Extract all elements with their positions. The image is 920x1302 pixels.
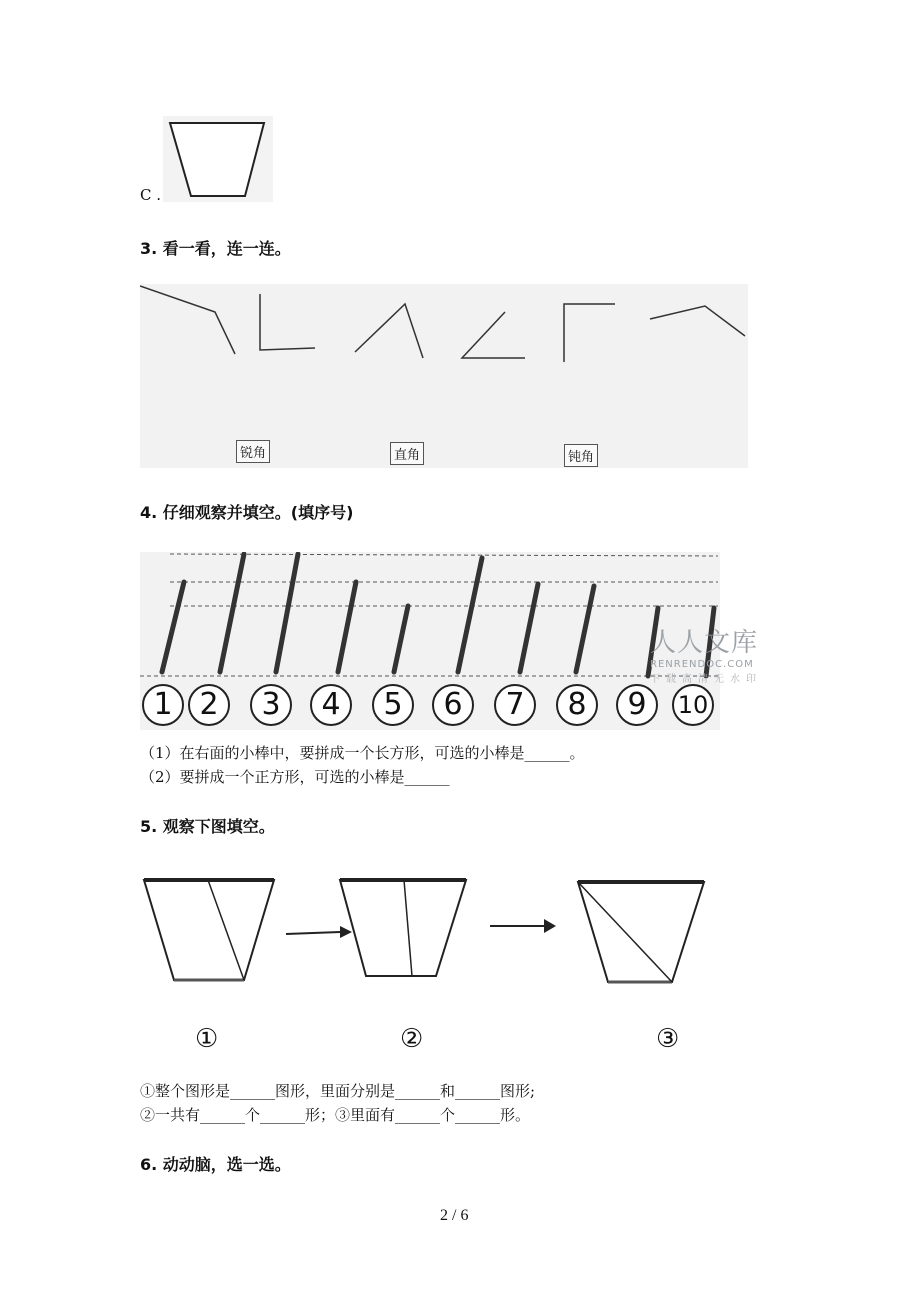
sticks-panel	[140, 552, 720, 730]
figure-label-2: ②	[400, 1024, 424, 1054]
watermark-title: 人人文库	[650, 628, 759, 658]
question-6-title: 6. 动动脑，选一选。	[140, 1155, 291, 1174]
figure-label-3: ③	[656, 1024, 680, 1054]
question-5-title: 5. 观察下图填空。	[140, 817, 275, 836]
question-4-line-2: （2）要拼成一个正方形，可选的小棒是______	[140, 768, 450, 786]
watermark	[650, 622, 772, 685]
question-4-line-1: （1）在右面的小棒中，要拼成一个长方形，可选的小棒是______。	[140, 744, 585, 762]
stick-number: 3	[250, 684, 292, 726]
option-c-label: C .	[140, 186, 162, 204]
stick-number: 8	[556, 684, 598, 726]
right-angle-label: 直角	[390, 442, 424, 465]
stick-number: 4	[310, 684, 352, 726]
question-5-line-1: ①整个图形是______图形，里面分别是______和______图形;	[140, 1082, 536, 1100]
trapezoid-sequence	[140, 874, 710, 986]
figure-label-1: ①	[195, 1024, 219, 1054]
acute-angle-label: 锐角	[236, 440, 270, 463]
angles-drawing	[140, 284, 748, 468]
stick-number: 9	[616, 684, 658, 726]
question-5-line-2: ②一共有______个______形；③里面有______个______形。	[140, 1106, 531, 1124]
obtuse-angle-label: 钝角	[564, 444, 598, 467]
stick-number: 6	[432, 684, 474, 726]
watermark-tagline: 下载高清无水印	[650, 674, 762, 685]
sticks-drawing	[140, 552, 720, 682]
page-number: 2 / 6	[440, 1207, 469, 1224]
option-c-trapezoid	[163, 116, 273, 202]
stick-number: 7	[494, 684, 536, 726]
watermark-subtitle: RENRENDOC.COM	[650, 659, 754, 670]
stick-number: 2	[188, 684, 230, 726]
stick-number: 10	[672, 684, 714, 726]
stick-number: 5	[372, 684, 414, 726]
question-3-title: 3. 看一看，连一连。	[140, 239, 291, 258]
angles-panel	[140, 284, 748, 468]
stick-number: 1	[142, 684, 184, 726]
question-4-title: 4. 仔细观察并填空。(填序号)	[140, 503, 354, 522]
